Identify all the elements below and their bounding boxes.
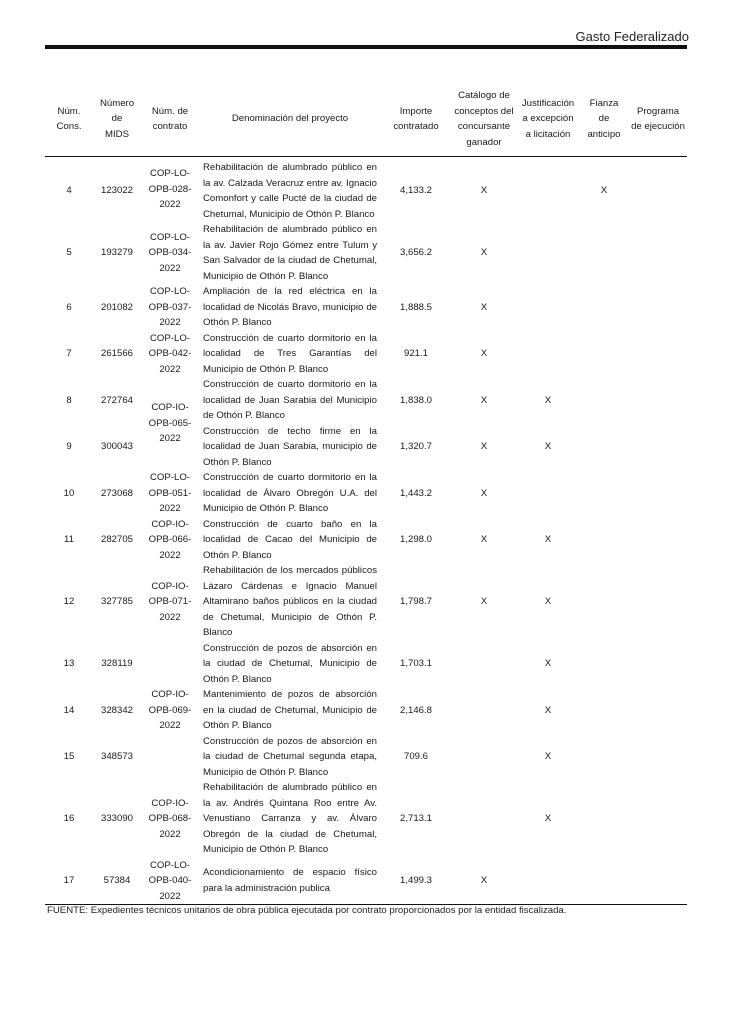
cell-importe: 921.1 [403, 348, 428, 359]
cell-mids: 193279 [100, 247, 133, 259]
table-row [45, 563, 687, 641]
cell-fianza [579, 858, 629, 905]
cell-contrato: COP-LO-OPB-040-2022 [141, 858, 199, 905]
table-header-row [45, 82, 687, 157]
cell-fianza [579, 284, 629, 331]
cell-justificacion [517, 470, 579, 517]
cell-justificacion: X [544, 658, 552, 669]
cell-programa [629, 641, 687, 688]
cell-fianza [579, 424, 629, 471]
cell-catalogo: X [480, 534, 488, 545]
col-header-num: Núm. Cons. [45, 82, 93, 157]
cell-catalogo [451, 641, 517, 688]
table-row [45, 284, 687, 331]
cell-programa [629, 734, 687, 781]
cell-catalogo [451, 734, 517, 781]
cell-denominacion: Construcción de cuarto dormitorio en la localidad de Álvaro Obregón U.A. del Municipio de Othón P. Blanco [203, 472, 377, 514]
cell-justificacion [517, 284, 579, 331]
cell-num: 10 [63, 487, 75, 499]
cell-catalogo: X [480, 185, 488, 197]
cell-contrato: COP-LO-OPB-042-2022 [148, 332, 192, 375]
cell-denominacion: Construcción de techo firme en la localidad de Juan Sarabia, municipio de Othón P. Blanco [203, 425, 377, 468]
cell-num: 6 [66, 301, 72, 313]
cell-contrato: COP-IO-OPB-066-2022 [148, 518, 192, 561]
cell-importe: 1,443.2 [399, 487, 432, 499]
col-header-importe: Importe contratado [381, 82, 451, 157]
cell-catalogo: X [480, 247, 488, 259]
cell-catalogo: X [480, 441, 488, 452]
cell-denominacion: Rehabilitación de alumbrado público en la av. Andrés Quintana Roo entre Av. Venustiano Carranza y av. Álvaro Obregón de la ciudad de Chetumal, Municipio de Othón P. Blanco [203, 782, 377, 855]
cell-denominacion: Construcción de cuarto dormitorio en la localidad de Tres Garantías del Municipio de Othón P. Blanco [203, 332, 377, 375]
cell-justificacion: X [544, 534, 552, 545]
table-row [45, 858, 687, 905]
cell-justificacion: X [544, 394, 552, 406]
page-header-title: Gasto Federalizado [575, 29, 689, 44]
cell-mids: 328119 [101, 658, 133, 669]
cell-justificacion: X [544, 813, 552, 824]
cell-justificacion: X [544, 751, 552, 762]
cell-contrato: COP-LO-OPB-034-2022 [148, 231, 192, 274]
cell-denominacion: Ampliación de la red eléctrica en la localidad de Nicolás Bravo, municipio de Othón P. Blanco [203, 286, 377, 328]
col-header-justificacion: Justificación a excepción a licitación [517, 82, 579, 157]
cell-mids: 123022 [100, 185, 133, 197]
cell-importe: 1,798.7 [399, 596, 432, 607]
cell-programa [629, 157, 687, 223]
cell-importe: 1,838.0 [399, 394, 432, 406]
cell-num: 15 [63, 751, 75, 762]
cell-catalogo: X [480, 487, 488, 499]
cell-num: 4 [66, 185, 72, 197]
table-row [45, 157, 687, 223]
cell-mids: 272764 [100, 394, 133, 406]
cell-importe: 1,703.1 [399, 658, 432, 669]
table-row [45, 377, 687, 424]
cell-fianza [579, 331, 629, 378]
table-row [45, 780, 687, 858]
cell-denominacion: Rehabilitación de alumbrado público en la av. Calzada Veracruz entre av. Ignacio Comonfort y calle Pucté de la ciudad de Chetumal, Municipio de Othón P. Blanco [203, 162, 377, 220]
cell-num: 14 [63, 704, 75, 716]
cell-mids: 273068 [100, 487, 133, 499]
cell-programa [629, 424, 687, 471]
table-row [45, 517, 687, 564]
cell-justificacion: X [544, 441, 552, 452]
col-header-catalogo: Catálogo de conceptos del concursante ganador [451, 82, 517, 157]
cell-programa [629, 222, 687, 284]
table-row [45, 222, 687, 284]
cell-num: 12 [63, 596, 75, 607]
source-note: FUENTE: Expedientes técnicos unitarios de obra pública ejecutada por contrato proporcionados por la entidad fiscalizada. [47, 905, 567, 916]
cell-denominacion: Construcción de pozos de absorción en la ciudad de Chetumal segunda etapa, Municipio de Othón P. Blanco [203, 735, 377, 778]
cell-catalogo [451, 780, 517, 858]
cell-importe: 1,499.3 [381, 858, 451, 905]
cell-mids: 348573 [100, 751, 133, 762]
cell-catalogo: X [480, 394, 488, 406]
col-header-denominacion: Denominación del proyecto [199, 82, 381, 157]
cell-mids: 201082 [100, 301, 133, 313]
cell-programa [629, 470, 687, 517]
cell-importe: 2,713.1 [399, 813, 432, 824]
cell-fianza [579, 641, 629, 688]
cell-justificacion: X [544, 596, 552, 607]
cell-catalogo: X [451, 858, 517, 905]
cell-catalogo [451, 687, 517, 734]
cell-mids: 282705 [100, 534, 133, 545]
col-header-mids: Número de MIDS [93, 82, 141, 157]
cell-num: 7 [66, 348, 72, 359]
cell-fianza [579, 517, 629, 564]
cell-denominacion: Mantenimiento de pozos de absorción en la ciudad de Chetumal, Municipio de Othón P. Blanco [203, 689, 377, 731]
cell-fianza [579, 687, 629, 734]
cell-contrato: COP-IO-OPB-065-2022 [148, 402, 192, 445]
cell-importe: 2,146.8 [399, 704, 432, 716]
cell-fianza [579, 734, 629, 781]
cell-catalogo: X [480, 348, 488, 359]
cell-importe: 1,888.5 [399, 301, 432, 313]
cell-catalogo: X [480, 596, 488, 607]
cell-fianza [579, 222, 629, 284]
cell-num: 9 [66, 441, 72, 452]
table-row [45, 470, 687, 517]
cell-justificacion [517, 858, 579, 905]
cell-contrato: COP-LO-OPB-051-2022 [148, 472, 192, 514]
cell-mids: 333090 [100, 813, 133, 824]
cell-num: 11 [64, 534, 74, 545]
cell-denominacion: Construcción de pozos de absorción en la ciudad de Chetumal, Municipio de Othón P. Blanco [203, 642, 377, 685]
cell-importe: 709.6 [403, 751, 428, 762]
cell-catalogo: X [480, 301, 488, 313]
cell-num: 5 [66, 247, 72, 259]
cell-importe: 1,298.0 [399, 534, 432, 545]
cell-fianza [579, 377, 629, 424]
cell-programa [629, 377, 687, 424]
cell-programa [629, 563, 687, 641]
cell-importe: 4,133.2 [399, 185, 432, 197]
cell-mids: 57384 [93, 858, 141, 905]
cell-contrato: COP-LO-OPB-037-2022 [148, 286, 192, 328]
header-rule [45, 45, 687, 49]
cell-num: 13 [63, 658, 75, 669]
cell-importe: 1,320.7 [399, 441, 432, 452]
cell-fianza [579, 470, 629, 517]
cell-num: 8 [66, 394, 72, 406]
col-header-programa: Programa de ejecución [629, 82, 687, 157]
cell-denominacion: Rehabilitación de los mercados públicos Lázaro Cárdenas e Ignacio Manuel Altamirano baños públicos en la ciudad de Chetumal, Municipio de Othón P. Blanco [203, 565, 377, 638]
cell-fianza [579, 780, 629, 858]
cell-mids: 328342 [100, 704, 133, 716]
cell-contrato: COP-IO-OPB-071-2022 [148, 580, 192, 623]
cell-justificacion [517, 331, 579, 378]
cell-num: 17 [45, 858, 93, 905]
cell-mids: 327785 [100, 596, 133, 607]
cell-fianza [579, 563, 629, 641]
projects-table [45, 82, 687, 905]
cell-programa [629, 331, 687, 378]
cell-programa [629, 517, 687, 564]
cell-contrato: COP-IO-OPB-069-2022 [148, 689, 192, 731]
cell-justificacion [517, 157, 579, 223]
cell-programa [629, 687, 687, 734]
table-row [45, 641, 687, 688]
cell-mids: 300043 [100, 441, 133, 452]
cell-num: 16 [63, 813, 75, 824]
cell-programa [629, 284, 687, 331]
col-header-fianza: Fianza de anticipo [579, 82, 629, 157]
cell-contrato: COP-IO-OPB-068-2022 [148, 797, 192, 840]
cell-programa [629, 780, 687, 858]
cell-mids: 261566 [100, 348, 133, 359]
cell-denominacion: Rehabilitación de alumbrado público en la av. Javier Rojo Gómez entre Tulum y San Salvador de la ciudad de Chetumal, Municipio de Othón P. Blanco [203, 224, 377, 282]
cell-denominacion: Construcción de cuarto dormitorio en la localidad de Juan Sarabia del Municipio de Othón P. Blanco [203, 379, 377, 421]
cell-importe: 3,656.2 [399, 247, 432, 259]
cell-denominacion: Construcción de cuarto baño en la localidad de Cacao del Municipio de Othón P. Blanco [203, 518, 377, 561]
cell-denominacion: Acondicionamiento de espacio físico para la administración publica [199, 858, 381, 905]
cell-justificacion [517, 222, 579, 284]
cell-justificacion: X [544, 704, 552, 716]
col-header-contrato: Núm. de contrato [141, 82, 199, 157]
cell-programa [629, 858, 687, 905]
cell-contrato: COP-LO-OPB-028-2022 [148, 168, 192, 211]
table-row [45, 331, 687, 378]
cell-fianza: X [600, 185, 608, 197]
